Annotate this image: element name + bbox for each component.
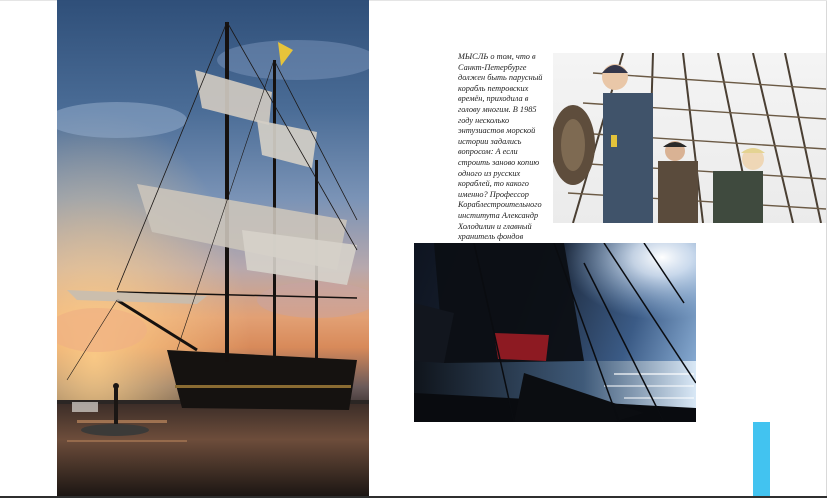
article-text: МЫСЛЬ о том, что в Санкт-Петербурге должен быть парусный корабль петровских времён, приходила в голову многим. В 1985 году несколько энтузиастов морской истории задались вопросом: А если строить заново копию одного из русских кораблей, то какого именно? Профессор Кораблестроительного института Александр Холодилин и главный хранитель фондов	[458, 52, 543, 242]
tall-ship-photo	[57, 0, 369, 496]
crew-rigging-photo	[553, 53, 826, 223]
sails-at-sea-photo	[414, 243, 696, 422]
accent-color-bar	[753, 422, 770, 496]
